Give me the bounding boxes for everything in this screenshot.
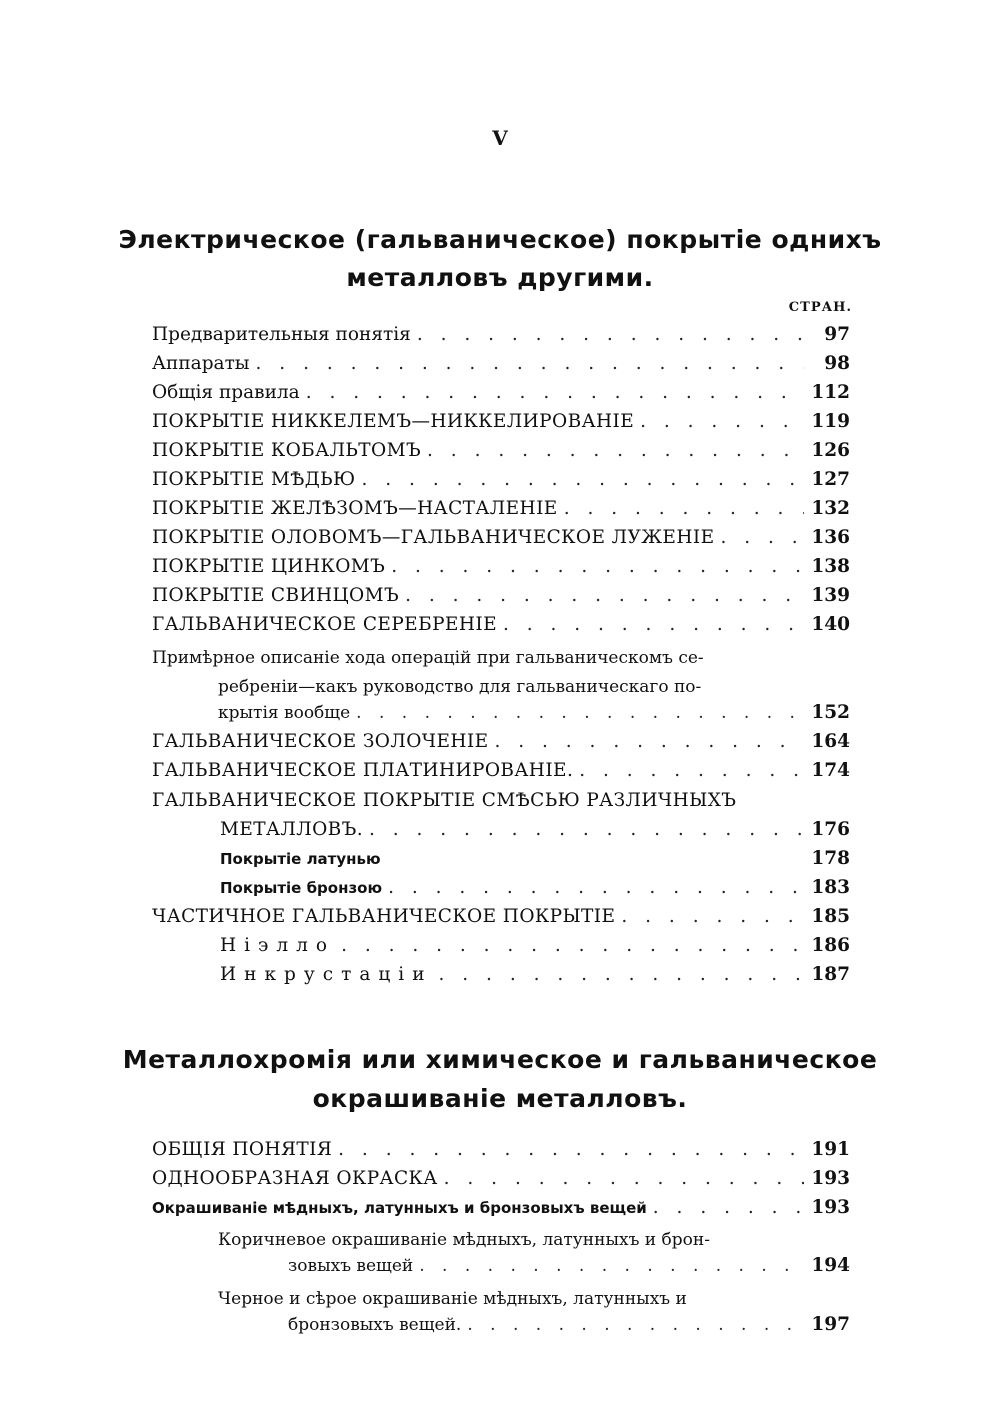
toc-entry-title: Покрытіе латунью xyxy=(220,850,381,868)
toc-entry[interactable] xyxy=(152,376,850,405)
toc-multiline-text: Коричневое окрашиваніе мѣдныхъ, латунныхъ и брон- xyxy=(218,1230,710,1250)
toc-entry[interactable] xyxy=(152,347,850,376)
toc-entry-page: 191 xyxy=(811,1139,850,1160)
toc-multiline-text: ребреніи—какъ руководство для гальваническаго по- xyxy=(218,677,702,697)
toc-entry-title: ПОКРЫТІЕ ЦИНКОМЪ xyxy=(152,556,386,577)
toc-entry-title: Предварительныя понятія xyxy=(152,324,411,345)
toc-entry-title: МЕТАЛЛОВЪ. xyxy=(220,819,364,840)
toc-entry-title: ПОКРЫТІЕ КОБАЛЬТОМЪ xyxy=(152,440,422,461)
toc-entry-page: 112 xyxy=(811,382,850,403)
toc-entry[interactable] xyxy=(152,1162,850,1191)
toc-entry-title: ПОКРЫТІЕ ОЛОВОМЪ—ГАЛЬВАНИЧЕСКОЕ ЛУЖЕНІЕ xyxy=(152,527,715,548)
toc-entry[interactable] xyxy=(288,1308,850,1337)
section1-heading-line2: металловъ другими. xyxy=(346,263,654,292)
leader-dots xyxy=(256,352,804,376)
toc-entry-title: ПОКРЫТІЕ СВИНЦОМЪ xyxy=(152,585,400,606)
toc-entry-page: 136 xyxy=(811,527,850,548)
leader-dots xyxy=(427,439,804,463)
toc-entry-title: Инкрустаціи xyxy=(220,964,433,985)
toc-entry-page: 178 xyxy=(811,848,850,869)
toc-entry-page: 126 xyxy=(811,440,850,461)
toc-sub-entry[interactable] xyxy=(220,958,850,987)
leader-dots xyxy=(419,1254,804,1278)
leader-dots xyxy=(306,381,804,405)
toc-entry-page: 186 xyxy=(811,935,850,956)
leader-dots xyxy=(356,701,804,725)
toc-entry-title: ОБЩІЯ ПОНЯТІЯ xyxy=(152,1139,333,1160)
leader-dots xyxy=(405,584,804,608)
toc-entry[interactable] xyxy=(218,696,850,725)
toc-entry-page: 152 xyxy=(811,702,850,723)
section1-heading-line1: Электрическое (гальваническое) покрытіе однихъ xyxy=(118,225,882,254)
toc-entry-page: 98 xyxy=(824,353,850,374)
toc-entry[interactable] xyxy=(152,550,850,579)
toc-multiline-text: Черное и сѣрое окрашиваніе мѣдныхъ, латунныхъ и xyxy=(218,1289,687,1309)
leader-dots xyxy=(564,497,804,521)
toc-entry[interactable] xyxy=(152,405,850,434)
leader-dots xyxy=(369,818,804,842)
toc-entry-title: ГАЛЬВАНИЧЕСКОЕ ЗОЛОЧЕНІЕ xyxy=(152,731,489,752)
toc-entry-title: крытія вообще xyxy=(218,703,351,723)
toc-sub-entry[interactable] xyxy=(220,929,850,958)
toc-entry-title: ГАЛЬВАНИЧЕСКОЕ ПЛАТИНИРОВАНІЕ. xyxy=(152,760,574,781)
toc-entry[interactable] xyxy=(152,1133,850,1162)
toc-sub-entry[interactable] xyxy=(220,871,850,900)
toc-entry[interactable] xyxy=(152,725,850,754)
toc-entry[interactable] xyxy=(152,1191,850,1220)
leader-dots xyxy=(720,526,804,550)
toc-entry-page: 176 xyxy=(811,819,850,840)
toc-entry-page: 138 xyxy=(811,556,850,577)
toc-entry-page: 97 xyxy=(824,324,850,345)
toc-entry-page: 197 xyxy=(811,1314,850,1335)
leader-dots xyxy=(439,963,804,987)
toc-entry-page: 132 xyxy=(811,498,850,519)
toc-entry-page: 174 xyxy=(811,760,850,781)
toc-entry-page: 164 xyxy=(811,731,850,752)
toc-entry-title: ОДНООБРАЗНАЯ ОКРАСКА xyxy=(152,1168,438,1189)
toc-entry-title: Ніэлло xyxy=(220,935,336,956)
toc-entry[interactable] xyxy=(152,754,850,783)
toc-entry-page: 183 xyxy=(811,877,850,898)
toc-entry-page: 119 xyxy=(811,411,850,432)
leader-dots xyxy=(444,1167,804,1191)
toc-entry-page: 187 xyxy=(811,964,850,985)
toc-entry-title: Общія правила xyxy=(152,382,300,403)
toc-entry-title: ПОКРЫТІЕ МѢДЬЮ xyxy=(152,469,356,490)
toc-entry[interactable] xyxy=(152,463,850,492)
leader-dots xyxy=(621,905,804,929)
toc-entry[interactable] xyxy=(152,318,850,347)
toc-entry[interactable] xyxy=(152,608,850,637)
leader-dots xyxy=(417,323,804,347)
toc-entry-title: ГАЛЬВАНИЧЕСКОЕ СЕРЕБРЕНІЕ xyxy=(152,614,497,635)
toc-multiline-text: Примѣрное описаніе хода операцій при гальваническомъ се- xyxy=(152,648,704,668)
leader-dots xyxy=(653,1196,804,1220)
toc-entry[interactable] xyxy=(220,813,850,842)
leader-dots xyxy=(391,555,804,579)
section2-heading-line1: Металлохромія или химическое и гальваническое xyxy=(122,1045,878,1074)
leader-dots xyxy=(579,759,804,783)
toc-entry-page: 193 xyxy=(811,1168,850,1189)
toc-entry-title: Покрытіе бронзою xyxy=(220,879,383,897)
leader-dots xyxy=(495,730,804,754)
toc-entry-title: бронзовыхъ вещей. xyxy=(288,1315,462,1335)
leader-dots xyxy=(467,1313,804,1337)
leader-dots xyxy=(338,1138,804,1162)
toc-entry-page: 193 xyxy=(811,1197,850,1218)
toc-entry-page: 185 xyxy=(811,906,850,927)
leader-dots xyxy=(640,410,804,434)
leader-dots xyxy=(341,934,804,958)
toc-entry[interactable] xyxy=(152,434,850,463)
toc-entry-page: 140 xyxy=(811,614,850,635)
page-column-label: СТРАН. xyxy=(788,300,852,315)
leader-dots xyxy=(388,876,804,900)
page-number: V xyxy=(492,126,508,150)
toc-sub-entry[interactable] xyxy=(220,842,850,871)
leader-dots xyxy=(362,468,804,492)
toc-multiline-text: ГАЛЬВАНИЧЕСКОЕ ПОКРЫТІЕ СМѢСЬЮ РАЗЛИЧНЫХЪ xyxy=(152,790,737,811)
toc-entry[interactable] xyxy=(288,1249,850,1278)
toc-entry-title: ЧАСТИЧНОЕ ГАЛЬВАНИЧЕСКОЕ ПОКРЫТІЕ xyxy=(152,906,616,927)
toc-entry[interactable] xyxy=(152,521,850,550)
toc-entry-title: ПОКРЫТІЕ НИККЕЛЕМЪ—НИККЕЛИРОВАНІЕ xyxy=(152,411,635,432)
toc-entry[interactable] xyxy=(152,579,850,608)
toc-entry-title: Аппараты xyxy=(152,353,250,374)
toc-entry-title: ПОКРЫТІЕ ЖЕЛѢЗОМЪ—НАСТАЛЕНІЕ xyxy=(152,498,558,519)
toc-entry[interactable] xyxy=(152,900,850,929)
toc-entry-page: 127 xyxy=(811,469,850,490)
toc-entry-title: Окрашиваніе мѣдныхъ, латунныхъ и бронзовыхъ вещей xyxy=(152,1199,647,1217)
toc-entry-title: зовыхъ вещей xyxy=(288,1256,414,1276)
toc-entry[interactable] xyxy=(152,492,850,521)
section2-heading-line2: окрашиваніе металловъ. xyxy=(312,1084,688,1113)
toc-entry-page: 194 xyxy=(811,1255,850,1276)
leader-dots xyxy=(503,613,804,637)
toc-entry-page: 139 xyxy=(811,585,850,606)
